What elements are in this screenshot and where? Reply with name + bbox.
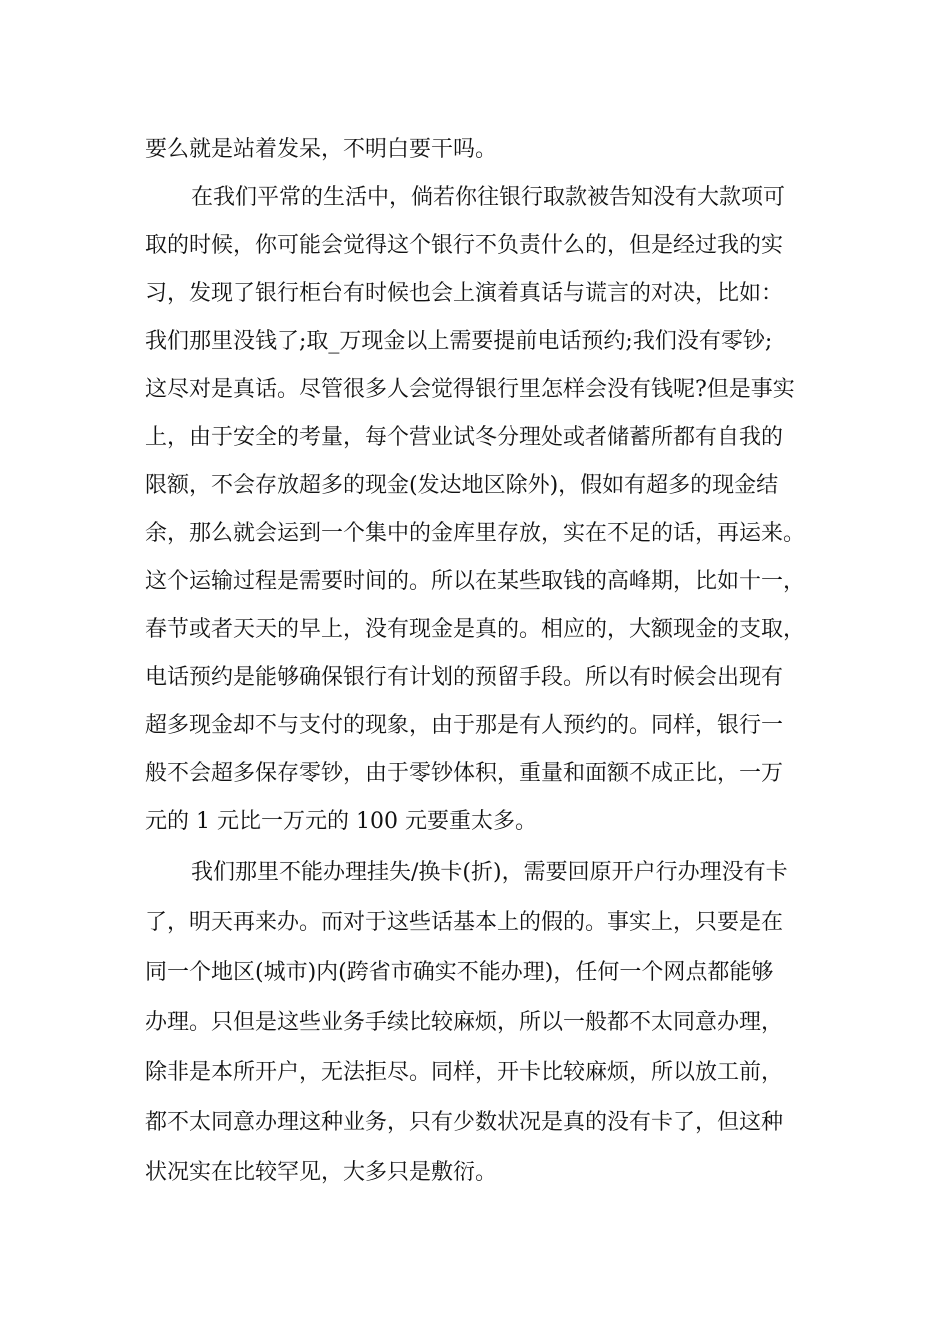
text-line: 习，发现了银行柜台有时候也会上演着真话与谎言的对决，比如： — [145, 281, 784, 306]
text-line: 上，由于安全的考量，每个营业试冬分理处或者储蓄所都有自我的 — [145, 425, 784, 450]
text-line: 在我们平常的生活中，倘若你往银行取款被告知没有大款项可 — [191, 185, 786, 210]
text-line: 都不太同意办理这种业务，只有少数状况是真的没有卡了，但这种 — [145, 1110, 784, 1135]
text-line: 除非是本所开户，无法拒尽。同样，开卡比较麻烦，所以放工前， — [145, 1060, 784, 1085]
text-line: 春节或者天天的早上，没有现金是真的。相应的，大额现金的支取， — [145, 617, 806, 642]
text-line: 同一个地区(城市)内(跨省市确实不能办理)，任何一个网点都能够 — [145, 960, 774, 985]
text-line: 要么就是站着发呆，不明白要干吗。 — [145, 137, 498, 162]
text-line: 办理。只但是这些业务手续比较麻烦，所以一般都不太同意办理， — [145, 1010, 784, 1035]
text-line: 状况实在比较罕见，大多只是敷衍。 — [145, 1160, 498, 1185]
text-line: 限额，不会存放超多的现金(发达地区除外)，假如有超多的现金结 — [145, 473, 779, 498]
text-line: 我们那里没钱了;取_万现金以上需要提前电话预约;我们没有零钞; — [145, 329, 773, 354]
text-line: 取的时候，你可能会觉得这个银行不负责什么的，但是经过我的实 — [145, 233, 784, 258]
text-line: 般不会超多保存零钞，由于零钞体积，重量和面额不成正比，一万 — [145, 761, 784, 786]
text-line: 元的 1 元比一万元的 100 元要重太多。 — [145, 809, 537, 834]
text-line: 了，明天再来办。而对于这些话基本上的假的。事实上，只要是在 — [145, 910, 784, 935]
text-line: 这尽对是真话。尽管很多人会觉得银行里怎样会没有钱呢?但是事实 — [145, 377, 795, 402]
text-line: 超多现金却不与支付的现象，由于那是有人预约的。同样，银行一 — [145, 713, 784, 738]
text-line: 电话预约是能够确保银行有计划的预留手段。所以有时候会出现有 — [145, 665, 784, 690]
text-line: 我们那里不能办理挂失/换卡(折)，需要回原开户行办理没有卡 — [191, 860, 788, 885]
text-line: 这个运输过程是需要时间的。所以在某些取钱的高峰期，比如十一， — [145, 569, 806, 594]
text-line: 余，那么就会运到一个集中的金库里存放，实在不足的话，再运来。 — [145, 521, 806, 546]
